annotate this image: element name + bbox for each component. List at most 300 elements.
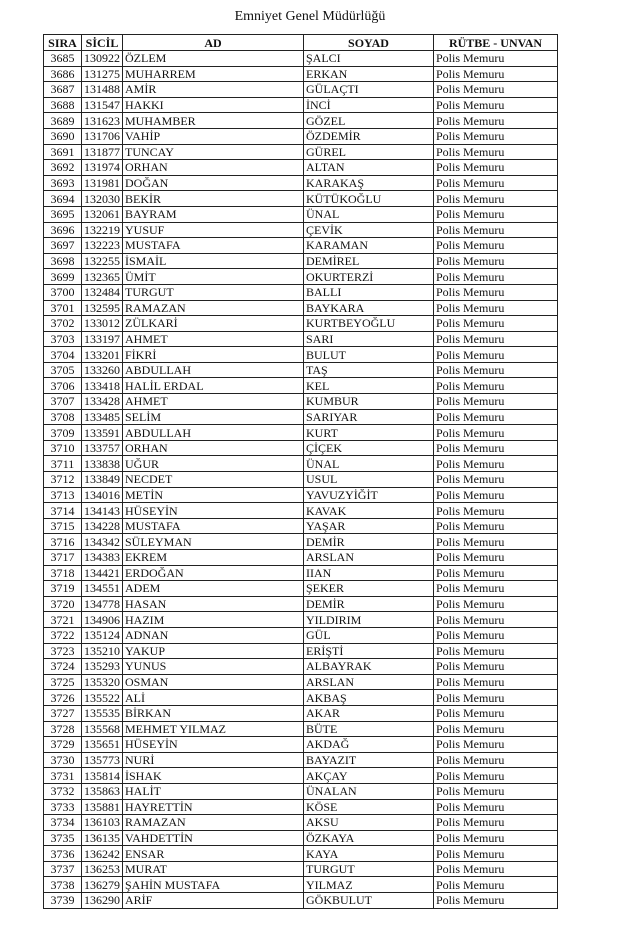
sira-cell: 3714 xyxy=(44,503,82,519)
table-row xyxy=(44,362,558,378)
rutbe-cell: Polis Memuru xyxy=(434,518,558,534)
rutbe-cell: Polis Memuru xyxy=(434,643,558,659)
sira-cell: 3735 xyxy=(44,830,82,846)
soyad-cell: ALBAYRAK xyxy=(304,659,434,675)
ad-cell: HALİL ERDAL xyxy=(123,378,304,394)
sicil-cell: 134383 xyxy=(82,550,123,566)
sicil-cell: 136103 xyxy=(82,815,123,831)
sicil-cell: 136290 xyxy=(82,893,123,909)
sicil-cell: 133757 xyxy=(82,440,123,456)
table-row xyxy=(44,627,558,643)
table-row xyxy=(44,66,558,82)
sicil-cell: 136253 xyxy=(82,861,123,877)
rutbe-cell: Polis Memuru xyxy=(434,799,558,815)
ad-cell: BİRKAN xyxy=(123,705,304,721)
rutbe-cell: Polis Memuru xyxy=(434,425,558,441)
column-header-sira: SIRA xyxy=(44,35,82,51)
table-row xyxy=(44,581,558,597)
soyad-cell: ŞALCI xyxy=(304,51,434,67)
sira-cell: 3720 xyxy=(44,596,82,612)
sira-cell: 3737 xyxy=(44,861,82,877)
sira-cell: 3687 xyxy=(44,82,82,98)
rutbe-cell: Polis Memuru xyxy=(434,394,558,410)
soyad-cell: ARSLAN xyxy=(304,550,434,566)
sira-cell: 3732 xyxy=(44,783,82,799)
rutbe-cell: Polis Memuru xyxy=(434,752,558,768)
ad-cell: MUSTAFA xyxy=(123,238,304,254)
soyad-cell: ERKAN xyxy=(304,66,434,82)
rutbe-cell: Polis Memuru xyxy=(434,82,558,98)
soyad-cell: KÖSE xyxy=(304,799,434,815)
sira-cell: 3710 xyxy=(44,440,82,456)
sicil-cell: 132484 xyxy=(82,284,123,300)
ad-cell: NURİ xyxy=(123,752,304,768)
sira-cell: 3702 xyxy=(44,316,82,332)
table-row xyxy=(44,51,558,67)
sicil-cell: 132030 xyxy=(82,191,123,207)
soyad-cell: KAYA xyxy=(304,846,434,862)
sicil-cell: 136135 xyxy=(82,830,123,846)
rutbe-cell: Polis Memuru xyxy=(434,690,558,706)
table-row xyxy=(44,456,558,472)
rutbe-cell: Polis Memuru xyxy=(434,440,558,456)
ad-cell: ALİ xyxy=(123,690,304,706)
sicil-cell: 135568 xyxy=(82,721,123,737)
rutbe-cell: Polis Memuru xyxy=(434,113,558,129)
table-row xyxy=(44,378,558,394)
soyad-cell: YILMAZ xyxy=(304,877,434,893)
rutbe-cell: Polis Memuru xyxy=(434,128,558,144)
table-row xyxy=(44,861,558,877)
sicil-cell: 134342 xyxy=(82,534,123,550)
sira-cell: 3707 xyxy=(44,394,82,410)
sicil-cell: 135881 xyxy=(82,799,123,815)
sicil-cell: 130922 xyxy=(82,51,123,67)
ad-cell: ARİF xyxy=(123,893,304,909)
sicil-cell: 133428 xyxy=(82,394,123,410)
ad-cell: NECDET xyxy=(123,472,304,488)
rutbe-cell: Polis Memuru xyxy=(434,300,558,316)
table-row xyxy=(44,705,558,721)
rutbe-cell: Polis Memuru xyxy=(434,659,558,675)
rutbe-cell: Polis Memuru xyxy=(434,830,558,846)
soyad-cell: AKÇAY xyxy=(304,768,434,784)
sira-cell: 3730 xyxy=(44,752,82,768)
soyad-cell: KEL xyxy=(304,378,434,394)
soyad-cell: ÜNAL xyxy=(304,206,434,222)
table-row xyxy=(44,394,558,410)
sira-cell: 3690 xyxy=(44,128,82,144)
sicil-cell: 134421 xyxy=(82,565,123,581)
rutbe-cell: Polis Memuru xyxy=(434,206,558,222)
ad-cell: FİKRİ xyxy=(123,347,304,363)
sira-cell: 3696 xyxy=(44,222,82,238)
rutbe-cell: Polis Memuru xyxy=(434,51,558,67)
sicil-cell: 135863 xyxy=(82,783,123,799)
sicil-cell: 134551 xyxy=(82,581,123,597)
soyad-cell: DEMİREL xyxy=(304,253,434,269)
rutbe-cell: Polis Memuru xyxy=(434,846,558,862)
soyad-cell: KURT xyxy=(304,425,434,441)
ad-cell: TUNCAY xyxy=(123,144,304,160)
sicil-cell: 135320 xyxy=(82,674,123,690)
ad-cell: HAZIM xyxy=(123,612,304,628)
table-row xyxy=(44,160,558,176)
ad-cell: OSMAN xyxy=(123,674,304,690)
sicil-cell: 134016 xyxy=(82,487,123,503)
ad-cell: ERDOĞAN xyxy=(123,565,304,581)
ad-cell: MUSTAFA xyxy=(123,518,304,534)
ad-cell: İSHAK xyxy=(123,768,304,784)
soyad-cell: AKAR xyxy=(304,705,434,721)
soyad-cell: GÖZEL xyxy=(304,113,434,129)
column-header-ad: AD xyxy=(123,35,304,51)
rutbe-cell: Polis Memuru xyxy=(434,861,558,877)
table-row xyxy=(44,893,558,909)
ad-cell: TURGUT xyxy=(123,284,304,300)
table-row xyxy=(44,830,558,846)
ad-cell: ADNAN xyxy=(123,627,304,643)
sira-cell: 3727 xyxy=(44,705,82,721)
soyad-cell: KAVAK xyxy=(304,503,434,519)
sicil-cell: 135210 xyxy=(82,643,123,659)
sicil-cell: 133197 xyxy=(82,331,123,347)
column-header-rutbe-unvan: RÜTBE - UNVAN xyxy=(434,35,558,51)
sicil-cell: 131623 xyxy=(82,113,123,129)
rutbe-cell: Polis Memuru xyxy=(434,238,558,254)
sira-cell: 3731 xyxy=(44,768,82,784)
sira-cell: 3708 xyxy=(44,409,82,425)
sira-cell: 3698 xyxy=(44,253,82,269)
soyad-cell: KÜTÜKOĞLU xyxy=(304,191,434,207)
ad-cell: RAMAZAN xyxy=(123,815,304,831)
sira-cell: 3697 xyxy=(44,238,82,254)
ad-cell: HALİT xyxy=(123,783,304,799)
soyad-cell: USUL xyxy=(304,472,434,488)
sira-cell: 3711 xyxy=(44,456,82,472)
ad-cell: SÜLEYMAN xyxy=(123,534,304,550)
soyad-cell: ÖZKAYA xyxy=(304,830,434,846)
rutbe-cell: Polis Memuru xyxy=(434,222,558,238)
rutbe-cell: Polis Memuru xyxy=(434,378,558,394)
ad-cell: HAKKI xyxy=(123,97,304,113)
table-row xyxy=(44,425,558,441)
sira-cell: 3716 xyxy=(44,534,82,550)
rutbe-cell: Polis Memuru xyxy=(434,550,558,566)
column-header-soyad: SOYAD xyxy=(304,35,434,51)
ad-cell: HASAN xyxy=(123,596,304,612)
soyad-cell: BÜTE xyxy=(304,721,434,737)
sira-cell: 3733 xyxy=(44,799,82,815)
sira-cell: 3693 xyxy=(44,175,82,191)
sicil-cell: 134778 xyxy=(82,596,123,612)
table-header-row xyxy=(44,35,558,51)
ad-cell: YUSUF xyxy=(123,222,304,238)
sira-cell: 3712 xyxy=(44,472,82,488)
ad-cell: ÜMİT xyxy=(123,269,304,285)
ad-cell: AHMET xyxy=(123,394,304,410)
sira-cell: 3738 xyxy=(44,877,82,893)
table-row xyxy=(44,175,558,191)
rutbe-cell: Polis Memuru xyxy=(434,596,558,612)
table-row xyxy=(44,253,558,269)
soyad-cell: İNCİ xyxy=(304,97,434,113)
sira-cell: 3686 xyxy=(44,66,82,82)
sira-cell: 3699 xyxy=(44,269,82,285)
table-row xyxy=(44,316,558,332)
sicil-cell: 132223 xyxy=(82,238,123,254)
table-row xyxy=(44,409,558,425)
rutbe-cell: Polis Memuru xyxy=(434,331,558,347)
personnel-table xyxy=(43,34,558,909)
soyad-cell: AKDAĞ xyxy=(304,737,434,753)
rutbe-cell: Polis Memuru xyxy=(434,316,558,332)
sicil-cell: 131547 xyxy=(82,97,123,113)
sicil-cell: 133012 xyxy=(82,316,123,332)
ad-cell: AHMET xyxy=(123,331,304,347)
sicil-cell: 133849 xyxy=(82,472,123,488)
rutbe-cell: Polis Memuru xyxy=(434,284,558,300)
table-row xyxy=(44,721,558,737)
soyad-cell: AKSU xyxy=(304,815,434,831)
sira-cell: 3706 xyxy=(44,378,82,394)
ad-cell: ABDULLAH xyxy=(123,425,304,441)
rutbe-cell: Polis Memuru xyxy=(434,737,558,753)
rutbe-cell: Polis Memuru xyxy=(434,253,558,269)
rutbe-cell: Polis Memuru xyxy=(434,581,558,597)
sicil-cell: 135535 xyxy=(82,705,123,721)
rutbe-cell: Polis Memuru xyxy=(434,893,558,909)
ad-cell: BAYRAM xyxy=(123,206,304,222)
sira-cell: 3719 xyxy=(44,581,82,597)
sira-cell: 3700 xyxy=(44,284,82,300)
soyad-cell: TAŞ xyxy=(304,362,434,378)
ad-cell: HÜSEYİN xyxy=(123,737,304,753)
ad-cell: HAYRETTİN xyxy=(123,799,304,815)
soyad-cell: ÜNALAN xyxy=(304,783,434,799)
soyad-cell: GÜREL xyxy=(304,144,434,160)
sicil-cell: 131275 xyxy=(82,66,123,82)
rutbe-cell: Polis Memuru xyxy=(434,565,558,581)
soyad-cell: ÜNAL xyxy=(304,456,434,472)
table-row xyxy=(44,144,558,160)
sicil-cell: 135773 xyxy=(82,752,123,768)
table-row xyxy=(44,503,558,519)
table-row xyxy=(44,674,558,690)
soyad-cell: OKURTERZİ xyxy=(304,269,434,285)
ad-cell: ÖZLEM xyxy=(123,51,304,67)
sira-cell: 3726 xyxy=(44,690,82,706)
table-row xyxy=(44,799,558,815)
soyad-cell: YAVUZYİĞİT xyxy=(304,487,434,503)
soyad-cell: SARIYAR xyxy=(304,409,434,425)
sicil-cell: 136242 xyxy=(82,846,123,862)
sira-cell: 3703 xyxy=(44,331,82,347)
rutbe-cell: Polis Memuru xyxy=(434,503,558,519)
soyad-cell: ŞEKER xyxy=(304,581,434,597)
soyad-cell: BALLI xyxy=(304,284,434,300)
rutbe-cell: Polis Memuru xyxy=(434,705,558,721)
sicil-cell: 132255 xyxy=(82,253,123,269)
table-row xyxy=(44,82,558,98)
soyad-cell: YAŞAR xyxy=(304,518,434,534)
table-row xyxy=(44,300,558,316)
ad-cell: MEHMET YILMAZ xyxy=(123,721,304,737)
soyad-cell: KUMBUR xyxy=(304,394,434,410)
ad-cell: VAHDETTİN xyxy=(123,830,304,846)
sira-cell: 3709 xyxy=(44,425,82,441)
soyad-cell: ERİŞTİ xyxy=(304,643,434,659)
rutbe-cell: Polis Memuru xyxy=(434,456,558,472)
ad-cell: METİN xyxy=(123,487,304,503)
soyad-cell: ALTAN xyxy=(304,160,434,176)
sicil-cell: 132219 xyxy=(82,222,123,238)
column-header-sicil: SİCİL xyxy=(82,35,123,51)
sicil-cell: 135651 xyxy=(82,737,123,753)
soyad-cell: DEMİR xyxy=(304,596,434,612)
sira-cell: 3689 xyxy=(44,113,82,129)
sira-cell: 3729 xyxy=(44,737,82,753)
table-row xyxy=(44,97,558,113)
ad-cell: ZÜLKARİ xyxy=(123,316,304,332)
rutbe-cell: Polis Memuru xyxy=(434,768,558,784)
table-row xyxy=(44,487,558,503)
sira-cell: 3718 xyxy=(44,565,82,581)
table-row xyxy=(44,737,558,753)
table-body xyxy=(44,51,558,909)
sira-cell: 3723 xyxy=(44,643,82,659)
sicil-cell: 133260 xyxy=(82,362,123,378)
sira-cell: 3728 xyxy=(44,721,82,737)
page-title: Emniyet Genel Müdürlüğü xyxy=(234,9,386,24)
table-row xyxy=(44,846,558,862)
ad-cell: UĞUR xyxy=(123,456,304,472)
soyad-cell: BULUT xyxy=(304,347,434,363)
table-row xyxy=(44,783,558,799)
soyad-cell: SARI xyxy=(304,331,434,347)
table-row xyxy=(44,284,558,300)
rutbe-cell: Polis Memuru xyxy=(434,409,558,425)
sira-cell: 3724 xyxy=(44,659,82,675)
ad-cell: AMİR xyxy=(123,82,304,98)
sicil-cell: 132595 xyxy=(82,300,123,316)
soyad-cell: IIAN xyxy=(304,565,434,581)
soyad-cell: ÖZDEMİR xyxy=(304,128,434,144)
rutbe-cell: Polis Memuru xyxy=(434,66,558,82)
ad-cell: VAHİP xyxy=(123,128,304,144)
sicil-cell: 131981 xyxy=(82,175,123,191)
table-row xyxy=(44,815,558,831)
sicil-cell: 133485 xyxy=(82,409,123,425)
sicil-cell: 132365 xyxy=(82,269,123,285)
soyad-cell: DEMİR xyxy=(304,534,434,550)
rutbe-cell: Polis Memuru xyxy=(434,487,558,503)
table-row xyxy=(44,113,558,129)
ad-cell: İSMAİL xyxy=(123,253,304,269)
sicil-cell: 136279 xyxy=(82,877,123,893)
table-row xyxy=(44,596,558,612)
rutbe-cell: Polis Memuru xyxy=(434,175,558,191)
soyad-cell: GÖKBULUT xyxy=(304,893,434,909)
table-row xyxy=(44,128,558,144)
sira-cell: 3692 xyxy=(44,160,82,176)
sira-cell: 3717 xyxy=(44,550,82,566)
sira-cell: 3721 xyxy=(44,612,82,628)
table-row xyxy=(44,331,558,347)
rutbe-cell: Polis Memuru xyxy=(434,534,558,550)
soyad-cell: GÜL xyxy=(304,627,434,643)
ad-cell: YAKUP xyxy=(123,643,304,659)
sira-cell: 3691 xyxy=(44,144,82,160)
rutbe-cell: Polis Memuru xyxy=(434,144,558,160)
table-row xyxy=(44,690,558,706)
rutbe-cell: Polis Memuru xyxy=(434,674,558,690)
soyad-cell: ARSLAN xyxy=(304,674,434,690)
sicil-cell: 131974 xyxy=(82,160,123,176)
table-row xyxy=(44,550,558,566)
sicil-cell: 134228 xyxy=(82,518,123,534)
ad-cell: ENSAR xyxy=(123,846,304,862)
sicil-cell: 132061 xyxy=(82,206,123,222)
sira-cell: 3705 xyxy=(44,362,82,378)
rutbe-cell: Polis Memuru xyxy=(434,877,558,893)
rutbe-cell: Polis Memuru xyxy=(434,362,558,378)
ad-cell: MUHAMBER xyxy=(123,113,304,129)
ad-cell: HÜSEYİN xyxy=(123,503,304,519)
ad-cell: ORHAN xyxy=(123,440,304,456)
soyad-cell: ÇİÇEK xyxy=(304,440,434,456)
ad-cell: BEKİR xyxy=(123,191,304,207)
table-row xyxy=(44,472,558,488)
table-row xyxy=(44,518,558,534)
table-row xyxy=(44,534,558,550)
sicil-cell: 131488 xyxy=(82,82,123,98)
sicil-cell: 134143 xyxy=(82,503,123,519)
soyad-cell: KURTBEYOĞLU xyxy=(304,316,434,332)
table-row xyxy=(44,222,558,238)
table-row xyxy=(44,191,558,207)
sicil-cell: 131706 xyxy=(82,128,123,144)
table-row xyxy=(44,347,558,363)
table-row xyxy=(44,659,558,675)
rutbe-cell: Polis Memuru xyxy=(434,612,558,628)
rutbe-cell: Polis Memuru xyxy=(434,783,558,799)
table-row xyxy=(44,440,558,456)
sicil-cell: 131877 xyxy=(82,144,123,160)
ad-cell: ŞAHİN MUSTAFA xyxy=(123,877,304,893)
rutbe-cell: Polis Memuru xyxy=(434,97,558,113)
ad-cell: EKREM xyxy=(123,550,304,566)
sira-cell: 3704 xyxy=(44,347,82,363)
soyad-cell: KARAKAŞ xyxy=(304,175,434,191)
soyad-cell: BAYAZIT xyxy=(304,752,434,768)
ad-cell: DOĞAN xyxy=(123,175,304,191)
sira-cell: 3713 xyxy=(44,487,82,503)
table-row xyxy=(44,877,558,893)
rutbe-cell: Polis Memuru xyxy=(434,160,558,176)
ad-cell: ADEM xyxy=(123,581,304,597)
ad-cell: MURAT xyxy=(123,861,304,877)
rutbe-cell: Polis Memuru xyxy=(434,627,558,643)
ad-cell: ABDULLAH xyxy=(123,362,304,378)
sira-cell: 3695 xyxy=(44,206,82,222)
sicil-cell: 133201 xyxy=(82,347,123,363)
soyad-cell: TURGUT xyxy=(304,861,434,877)
sira-cell: 3715 xyxy=(44,518,82,534)
table-row xyxy=(44,643,558,659)
soyad-cell: YILDIRIM xyxy=(304,612,434,628)
sicil-cell: 134906 xyxy=(82,612,123,628)
